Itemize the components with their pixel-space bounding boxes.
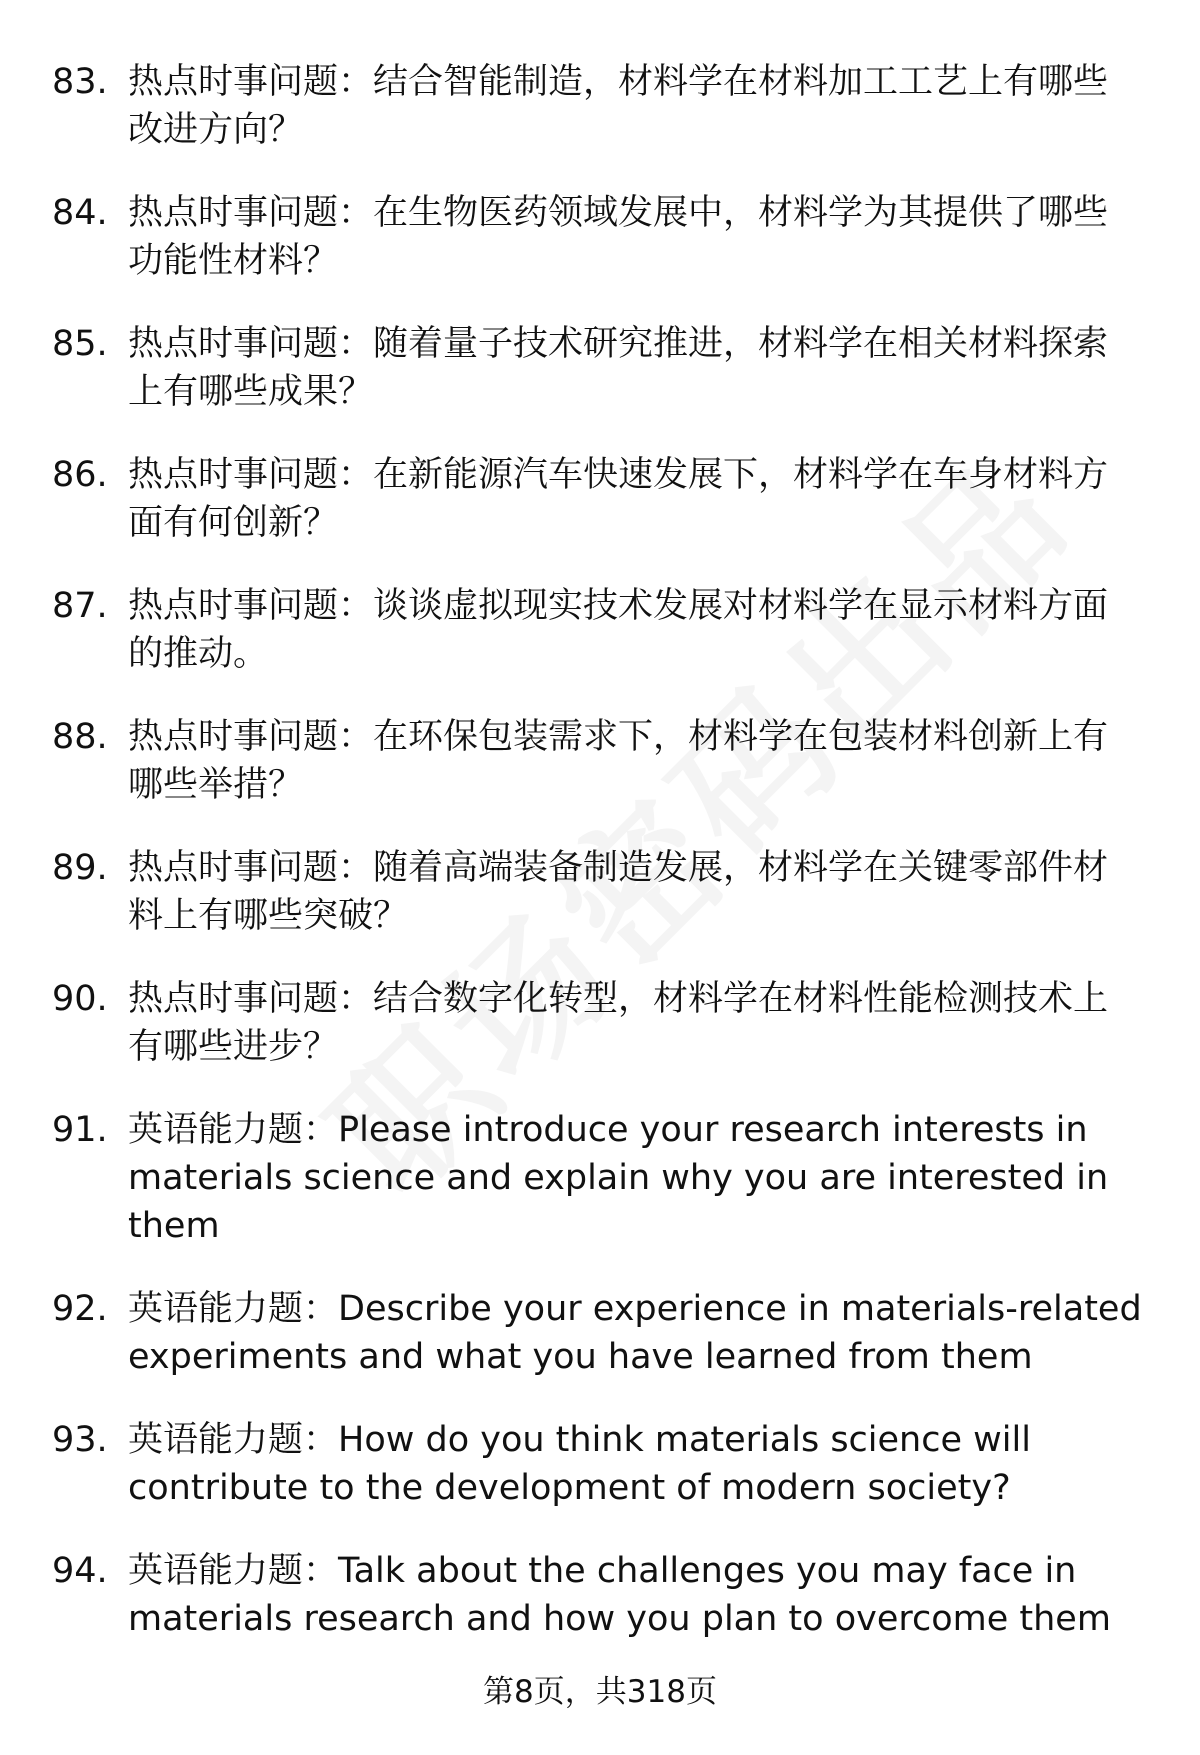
page-footer: 第8页，共318页 bbox=[483, 1674, 717, 1710]
question-list bbox=[52, 58, 1142, 1678]
question-text: 英语能力题：Please introduce your research interests in materials science and explain why you are interested in them bbox=[128, 1110, 1109, 1246]
question-text: 热点时事问题：随着量子技术研究推进，材料学在相关材料探索上有哪些成果？ bbox=[128, 324, 1109, 412]
question-number: 92. bbox=[52, 1289, 108, 1329]
question-text: 热点时事问题：随着高端装备制造发展，材料学在关键零部件材料上有哪些突破？ bbox=[128, 848, 1109, 936]
question-item bbox=[52, 975, 1142, 1071]
question-number: 84. bbox=[52, 193, 108, 233]
question-number: 87. bbox=[52, 586, 108, 626]
question-item bbox=[52, 1106, 1142, 1250]
question-item bbox=[52, 1547, 1142, 1643]
question-number: 91. bbox=[52, 1110, 108, 1150]
question-item bbox=[52, 320, 1142, 416]
question-number: 86. bbox=[52, 455, 108, 495]
question-text: 英语能力题：How do you think materials science will contribute to the development of modern society? bbox=[128, 1420, 1031, 1508]
question-item bbox=[52, 451, 1142, 547]
question-item bbox=[52, 1416, 1142, 1512]
question-item bbox=[52, 844, 1142, 940]
question-number: 94. bbox=[52, 1551, 108, 1591]
question-number: 88. bbox=[52, 717, 108, 757]
question-text: 英语能力题：Talk about the challenges you may face in materials research and how you plan to overcome them bbox=[128, 1551, 1111, 1639]
question-number: 93. bbox=[52, 1420, 108, 1460]
question-text: 热点时事问题：结合智能制造，材料学在材料加工工艺上有哪些改进方向？ bbox=[128, 62, 1109, 150]
question-number: 89. bbox=[52, 848, 108, 888]
question-item bbox=[52, 189, 1142, 285]
question-text: 热点时事问题：在环保包装需求下，材料学在包装材料创新上有哪些举措？ bbox=[128, 717, 1109, 805]
question-text: 热点时事问题：谈谈虚拟现实技术发展对材料学在显示材料方面的推动。 bbox=[128, 586, 1109, 674]
question-item bbox=[52, 58, 1142, 154]
question-number: 90. bbox=[52, 979, 108, 1019]
question-text: 热点时事问题：在生物医药领域发展中，材料学为其提供了哪些功能性材料？ bbox=[128, 193, 1109, 281]
question-number: 85. bbox=[52, 324, 108, 364]
question-text: 热点时事问题：结合数字化转型，材料学在材料性能检测技术上有哪些进步？ bbox=[128, 979, 1109, 1067]
question-item bbox=[52, 1285, 1142, 1381]
question-item bbox=[52, 582, 1142, 678]
question-text: 英语能力题：Describe your experience in materials-related experiments and what you have learned from them bbox=[128, 1289, 1142, 1377]
question-item bbox=[52, 713, 1142, 809]
question-text: 热点时事问题：在新能源汽车快速发展下，材料学在车身材料方面有何创新？ bbox=[128, 455, 1109, 543]
question-number: 83. bbox=[52, 62, 108, 102]
